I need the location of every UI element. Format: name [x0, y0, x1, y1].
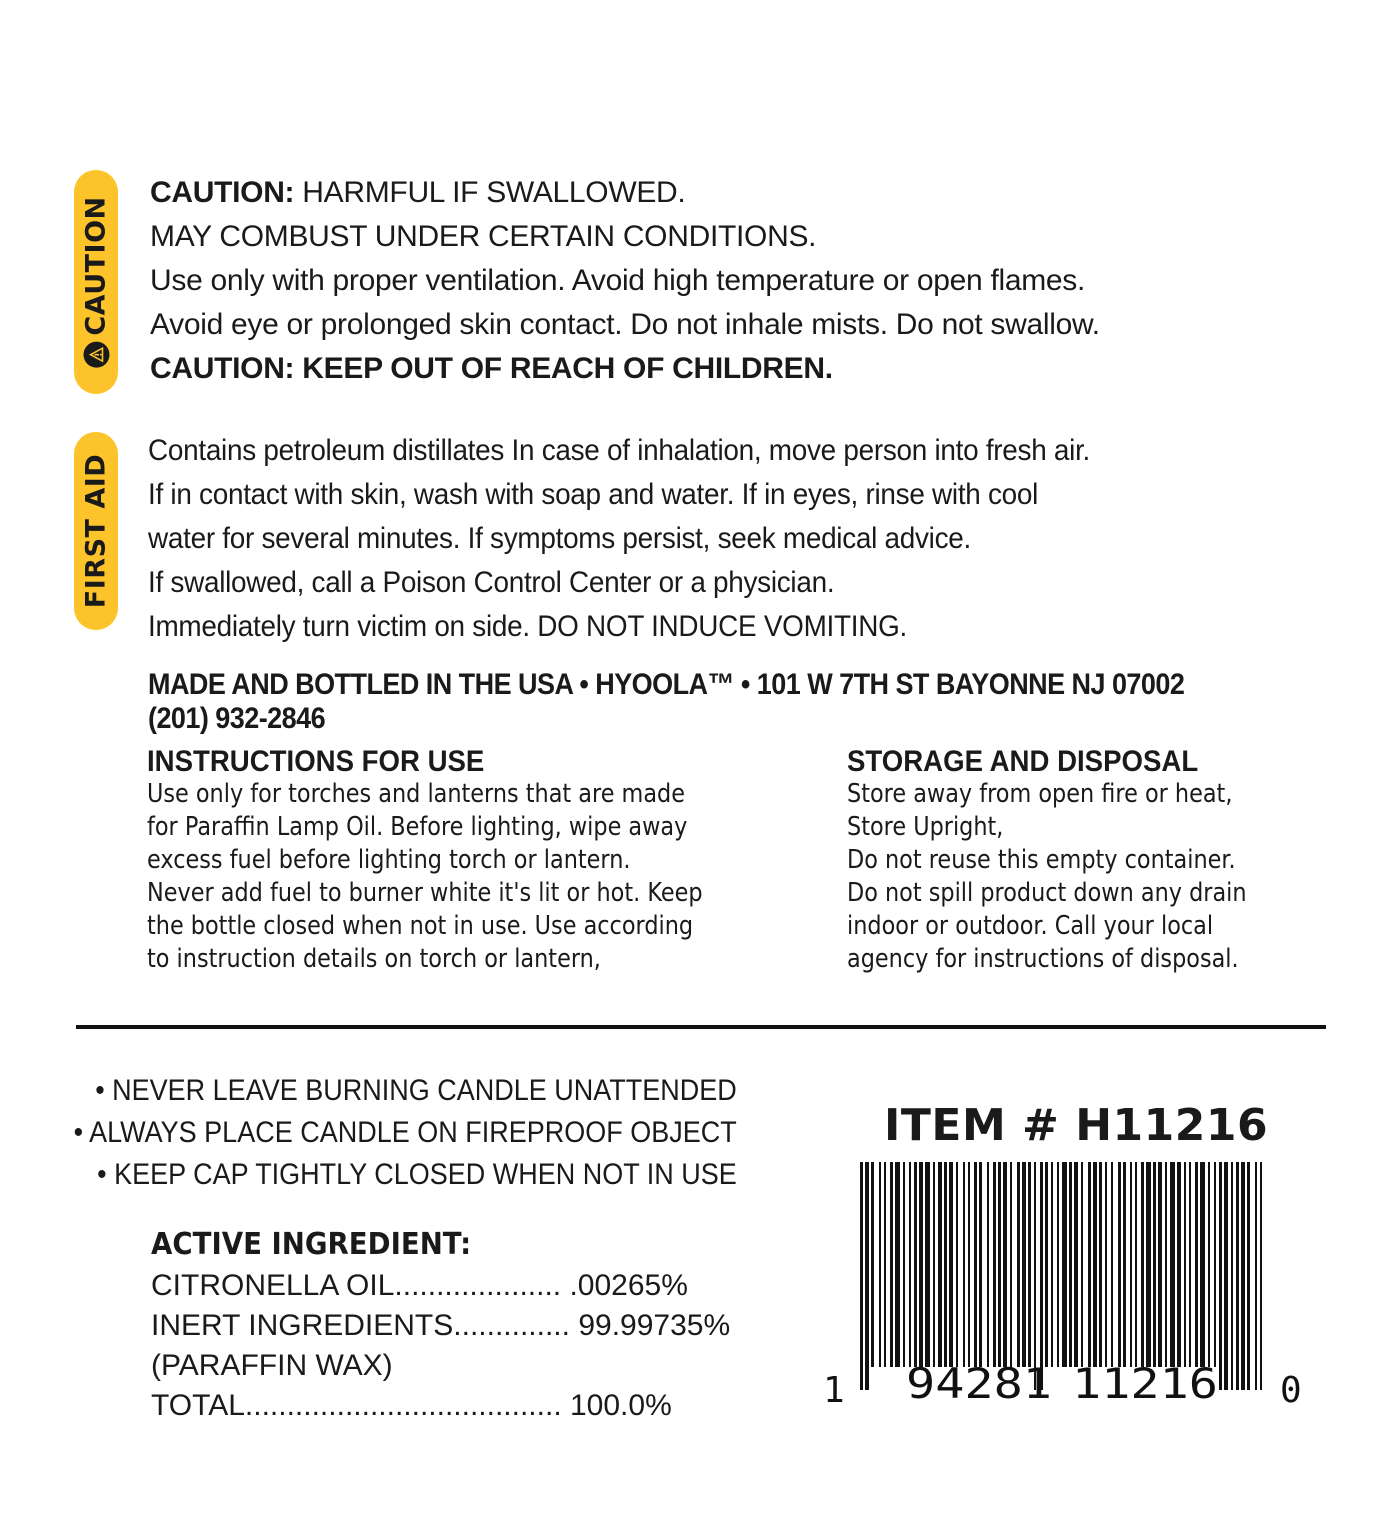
barcode-bar: [890, 1162, 893, 1367]
ingredient-row: [151, 1386, 730, 1426]
storage-line: Store Upright,: [847, 812, 1004, 842]
ingredient-dots: ......................................: [244, 1389, 562, 1422]
first-aid-line: If swallowed, call a Poison Control Center or a physician.: [148, 566, 835, 599]
caution-line-5: [150, 347, 1100, 391]
storage-line: indoor or outdoor. Call your local: [847, 911, 1214, 941]
barcode-bar: [1057, 1162, 1059, 1367]
barcode-bar: [1088, 1162, 1091, 1367]
barcode-bar: [1093, 1162, 1097, 1367]
manufacturer-address: MADE AND BOTTLED IN THE USA • HYOOLA™ • 101 W 7TH ST BAYONNE NJ 07002: [148, 668, 1185, 701]
barcode-bar: [879, 1162, 881, 1367]
caution-tab-label: [81, 196, 112, 367]
ingredient-dots: ..............: [453, 1309, 570, 1342]
ingredients-section: [151, 1227, 730, 1426]
caution-tab: [74, 170, 118, 394]
barcode-bar: [944, 1162, 947, 1367]
barcode-bar: [871, 1162, 874, 1367]
safety-bullet: • ALWAYS PLACE CANDLE ON FIREPROOF OBJECT: [73, 1116, 737, 1149]
first-aid-line: water for several minutes. If symptoms persist, seek medical advice.: [148, 522, 971, 555]
caution-line-4: Avoid eye or prolonged skin contact. Do not inhale mists. Do not swallow.: [150, 308, 1100, 341]
barcode-bar: [1231, 1162, 1233, 1390]
barcode-bar: [949, 1162, 953, 1367]
caution-label: CAUTION:: [150, 176, 295, 209]
barcode-bar: [1165, 1162, 1167, 1367]
barcode-bar: [1177, 1162, 1181, 1367]
first-aid-tab: [74, 432, 118, 630]
ingredient-label: (PARAFFIN WAX): [151, 1349, 393, 1382]
barcode-bar: [860, 1162, 863, 1390]
storage-line: Store away from open fire or heat,: [847, 779, 1233, 809]
barcode-bar: [933, 1162, 935, 1367]
barcode-bar: [974, 1162, 977, 1367]
barcode-bar: [1081, 1162, 1083, 1367]
ingredient-label: TOTAL: [151, 1389, 245, 1422]
barcode-bar: [909, 1162, 911, 1367]
barcode-bar: [1255, 1162, 1257, 1390]
barcode-bar: [919, 1162, 923, 1367]
barcode-bar: [1158, 1162, 1162, 1367]
ingredient-row: [151, 1306, 730, 1346]
caution-text-block: [150, 171, 1100, 391]
barcode-group-2: 11216: [1072, 1359, 1218, 1408]
first-aid-tab-text: FIRST AID: [80, 453, 112, 609]
barcode-bar: [1241, 1162, 1245, 1390]
first-aid-tab-label: [81, 454, 112, 608]
instructions-line: the bottle closed when not in use. Use according: [147, 911, 694, 941]
instructions-body: [147, 778, 703, 976]
barcode-group-1: 94281: [906, 1359, 1052, 1408]
barcode-bar: [865, 1162, 869, 1390]
barcode-bars: [860, 1162, 1262, 1390]
instructions-line: to instruction details on torch or lantern,: [147, 944, 601, 974]
barcode-bar: [1146, 1162, 1151, 1367]
storage-heading: STORAGE AND DISPOSAL: [847, 745, 1199, 778]
caution-line-2: MAY COMBUST UNDER CERTAIN CONDITIONS.: [150, 220, 817, 253]
barcode-bar: [884, 1162, 886, 1367]
ingredients-heading: ACTIVE INGREDIENT:: [151, 1227, 472, 1262]
barcode-bar: [1062, 1162, 1067, 1367]
storage-line: Do not spill product down any drain: [847, 878, 1247, 908]
section-divider: [76, 1025, 1326, 1029]
barcode-bar: [903, 1162, 905, 1367]
first-aid-text-block: [148, 429, 1090, 649]
safety-bullet: • KEEP CAP TIGHTLY CLOSED WHEN NOT IN USE: [97, 1158, 737, 1191]
barcode-bar: [1069, 1162, 1072, 1367]
storage-line: agency for instructions of disposal.: [847, 944, 1239, 974]
barcode-bar: [1028, 1162, 1031, 1367]
barcode: [820, 1162, 1310, 1412]
instructions-section: [147, 745, 793, 976]
instructions-line: for Paraffin Lamp Oil. Before lighting, wipe away: [147, 812, 688, 842]
instructions-line: Never add fuel to burner white it's lit or hot. Keep: [147, 878, 703, 908]
caution-line-5-text: KEEP OUT OF REACH OF CHILDREN.: [294, 352, 833, 385]
storage-line: Do not reuse this empty container.: [847, 845, 1236, 875]
barcode-bar: [914, 1162, 917, 1367]
barcode-bar: [979, 1162, 982, 1367]
barcode-right-digit: 0: [1280, 1370, 1302, 1411]
ingredient-row: [151, 1266, 730, 1306]
safety-bullets: [74, 1070, 737, 1196]
barcode-bar: [1003, 1162, 1007, 1367]
caution-line-1: [150, 171, 1100, 215]
first-aid-line: Immediately turn victim on side. DO NOT INDUCE VOMITING.: [148, 610, 908, 643]
barcode-bar: [1195, 1162, 1198, 1367]
barcode-bar: [1017, 1162, 1020, 1367]
barcode-bar: [1214, 1162, 1216, 1367]
ingredient-label: CITRONELLA OIL: [151, 1269, 395, 1302]
barcode-bar: [998, 1162, 1001, 1367]
barcode-bar: [1189, 1162, 1191, 1367]
ingredient-value: .00265%: [561, 1269, 688, 1302]
first-aid-line: If in contact with skin, wash with soap and water. If in eyes, rinse with cool: [148, 478, 1039, 511]
barcode-bar: [963, 1162, 965, 1367]
safety-bullet: • NEVER LEAVE BURNING CANDLE UNATTENDED: [95, 1074, 737, 1107]
caution-tab-text: CAUTION: [80, 196, 112, 336]
barcode-bar: [925, 1162, 930, 1367]
barcode-bar: [1219, 1162, 1222, 1390]
barcode-bar: [1236, 1162, 1239, 1390]
ingredient-dots: ....................: [394, 1269, 562, 1302]
barcode-bar: [1105, 1162, 1107, 1367]
barcode-bar: [1118, 1162, 1121, 1367]
ingredient-value: 99.99735%: [569, 1309, 731, 1342]
ingredient-label: INERT INGREDIENTS: [151, 1309, 454, 1342]
barcode-bar: [1247, 1162, 1250, 1390]
barcode-bar: [1224, 1162, 1228, 1390]
barcode-bar: [1111, 1162, 1113, 1367]
first-aid-line: Contains petroleum distillates In case of inhalation, move person into fresh air.: [148, 434, 1091, 467]
manufacturer-phone: (201) 932-2846: [148, 702, 326, 735]
warning-icon: [83, 342, 109, 368]
barcode-bar: [1045, 1162, 1048, 1367]
barcode-bar: [1141, 1162, 1144, 1367]
barcode-bar: [938, 1162, 942, 1367]
barcode-bar: [968, 1162, 970, 1367]
barcode-bar: [1200, 1162, 1205, 1367]
storage-section: [847, 745, 1312, 976]
barcode-bar: [1022, 1162, 1026, 1367]
instructions-line: excess fuel before lighting torch or lantern.: [147, 845, 631, 875]
caution-line-3: Use only with proper ventilation. Avoid high temperature or open flames.: [150, 264, 1086, 297]
barcode-bar: [1099, 1162, 1102, 1367]
barcode-left-digit: 1: [823, 1370, 845, 1411]
barcode-bar: [1010, 1162, 1012, 1367]
barcode-bar: [1040, 1162, 1043, 1390]
storage-body: [847, 778, 1247, 976]
instructions-line: Use only for torches and lanterns that are made: [147, 779, 685, 809]
barcode-bar: [993, 1162, 996, 1367]
barcode-bar: [1130, 1162, 1132, 1367]
barcode-bar: [1184, 1162, 1186, 1367]
manufacturer-info: [148, 668, 1184, 736]
barcode-bar: [1135, 1162, 1137, 1367]
barcode-bar: [1208, 1162, 1210, 1367]
barcode-bar: [1051, 1162, 1053, 1367]
barcode-bar: [1034, 1162, 1036, 1390]
barcode-bar: [956, 1162, 958, 1367]
barcode-bar: [1123, 1162, 1126, 1367]
instructions-heading: INSTRUCTIONS FOR USE: [147, 745, 485, 778]
ingredient-value: 100.0%: [561, 1389, 672, 1422]
barcode-bar: [1260, 1162, 1262, 1390]
barcode-bar: [895, 1162, 900, 1367]
caution-line-1-text: HARMFUL IF SWALLOWED.: [294, 176, 686, 209]
ingredient-row: [151, 1346, 730, 1386]
item-number: ITEM # H11216: [884, 1100, 1269, 1151]
barcode-bar: [1170, 1162, 1175, 1367]
caution-label-2: CAUTION:: [150, 352, 295, 385]
barcode-bar: [1153, 1162, 1156, 1367]
barcode-bar: [1074, 1162, 1078, 1367]
barcode-bar: [987, 1162, 989, 1367]
